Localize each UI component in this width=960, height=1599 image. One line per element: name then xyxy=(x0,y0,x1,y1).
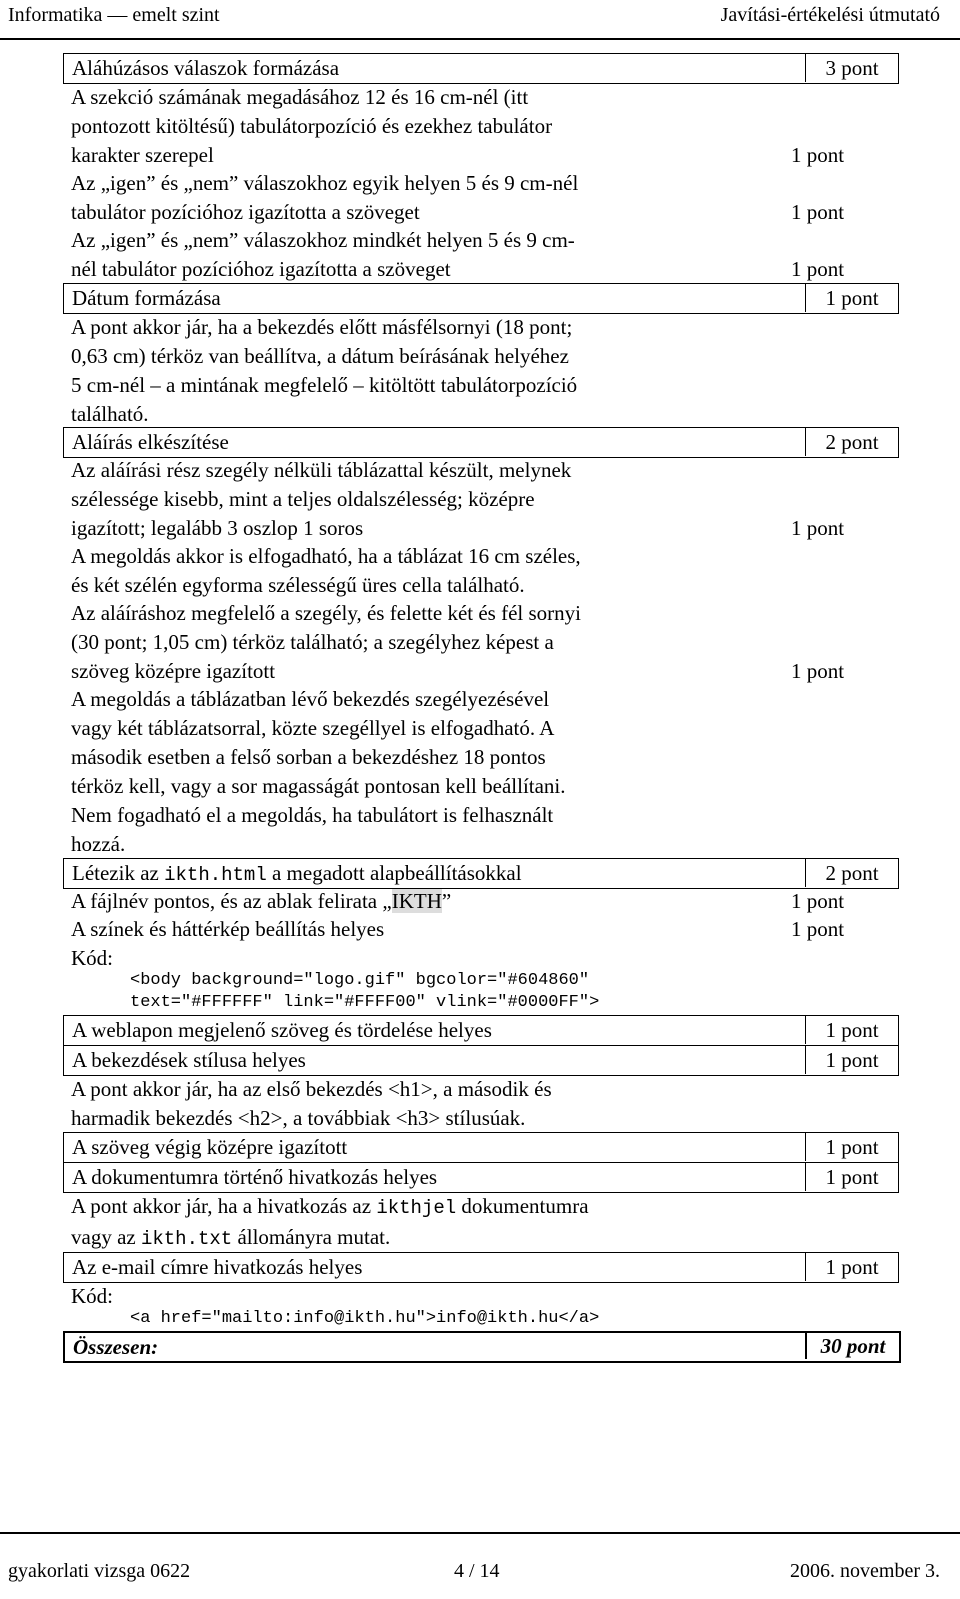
criterion-line: Az „igen” és „nem” válaszokhoz mindkét helyen 5 és 9 cm- xyxy=(71,228,575,252)
filename-code: ikth.html xyxy=(164,864,267,886)
note-line: második esetben a felső sorban a bekezdéshez 18 pontos xyxy=(71,745,546,769)
category-label: Aláírás elkészítése xyxy=(72,430,229,454)
filename-code: ikth.txt xyxy=(140,1228,233,1250)
criterion-row xyxy=(63,915,897,944)
page-number: 4 / 14 xyxy=(454,1560,500,1582)
category-label: A szöveg végig középre igazított xyxy=(72,1135,348,1159)
note-line: és két szélén egyforma szélességű üres cella található. xyxy=(71,573,525,597)
criterion-row xyxy=(63,169,897,227)
criterion-row xyxy=(63,226,897,284)
criterion-line: A színek és háttérkép beállítás helyes xyxy=(71,917,385,941)
category-row xyxy=(63,1045,899,1076)
category-row xyxy=(63,1015,899,1046)
note-line: térköz kell, vagy a sor magasságát pontosan kell beállítani. xyxy=(71,774,566,798)
category-points: 1 pont xyxy=(805,1015,898,1044)
highlighted-title: IKTH xyxy=(391,889,442,913)
code-line: text="#FFFFFF" link="#FFFF00" vlink="#0000FF"> xyxy=(130,993,600,1012)
note-line: található. xyxy=(71,402,149,426)
header-subject: Informatika — emelt szint xyxy=(8,4,220,26)
category-row xyxy=(63,1162,899,1193)
criterion-line: A szekció számának megadásához 12 és 16 cm-nél (itt xyxy=(71,85,529,109)
category-points: 2 pont xyxy=(805,427,898,456)
footer-exam: gyakorlati vizsga 0622 xyxy=(8,1560,191,1582)
criterion-line: A fájlnév pontos, és az ablak felirata „IKTH” xyxy=(71,889,452,913)
criterion-row xyxy=(63,456,897,543)
criterion-points: 1 pont xyxy=(791,257,845,281)
criterion-line: Az aláírási rész szegély nélküli táblázattal készült, melynek xyxy=(71,458,572,482)
page-header xyxy=(0,0,960,40)
code-line: <a href="mailto:info@ikth.hu">info@ikth.hu</a> xyxy=(130,1309,600,1328)
criterion-row xyxy=(63,83,897,170)
note-row xyxy=(63,313,897,429)
criterion-line: tabulátor pozícióhoz igazította a szöveget xyxy=(71,200,420,224)
note-row xyxy=(63,1192,897,1252)
category-label: A bekezdések stílusa helyes xyxy=(72,1048,306,1072)
criterion-line: Az aláíráshoz megfelelő a szegély, és felette két és fél sornyi xyxy=(71,601,581,625)
code-label: Kód: xyxy=(71,1284,113,1308)
category-label: Létezik az ikth.html a megadott alapbeállításokkal xyxy=(72,861,522,886)
category-row xyxy=(63,427,899,458)
header-title: Javítási-értékelési útmutató xyxy=(720,4,940,26)
note-line: vagy két táblázatsorral, közte szegéllyel is elfogadható. A xyxy=(71,716,555,740)
note-line: 5 cm-nél – a mintának megfelelő – kitöltött tabulátorpozíció xyxy=(71,373,578,397)
footer-date: 2006. november 3. xyxy=(790,1560,940,1582)
category-label: Dátum formázása xyxy=(72,286,221,310)
category-points: 1 pont xyxy=(805,1252,898,1281)
criterion-points: 1 pont xyxy=(791,200,845,224)
criterion-line: szélessége kisebb, mint a teljes oldalszélesség; középre xyxy=(71,487,535,511)
criterion-line: Az „igen” és „nem” válaszokhoz egyik helyen 5 és 9 cm-nél xyxy=(71,171,579,195)
category-label: Az e-mail címre hivatkozás helyes xyxy=(72,1255,363,1279)
note-line: 0,63 cm) térköz van beállítva, a dátum beírásának helyéhez xyxy=(71,344,569,368)
category-label: A dokumentumra történő hivatkozás helyes xyxy=(72,1165,438,1189)
criterion-row xyxy=(63,599,897,686)
criterion-points: 1 pont xyxy=(791,516,845,540)
criterion-line: pontozott kitöltésű) tabulátorpozíció és ezekhez tabulátor xyxy=(71,114,553,138)
category-row xyxy=(63,1132,899,1163)
note-line: A megoldás akkor is elfogadható, ha a táblázat 16 cm széles, xyxy=(71,544,581,568)
note-line: A pont akkor jár, ha a bekezdés előtt másfélsornyi (18 pont; xyxy=(71,315,573,339)
criterion-line: igazított; legalább 3 oszlop 1 soros xyxy=(71,516,364,540)
category-points: 1 pont xyxy=(805,1132,898,1161)
category-points: 3 pont xyxy=(805,53,898,82)
note-line: A megoldás a táblázatban lévő bekezdés szegélyezésével xyxy=(71,687,550,711)
criterion-points: 1 pont xyxy=(791,889,845,913)
category-points: 1 pont xyxy=(805,1045,898,1074)
category-points: 1 pont xyxy=(805,1162,898,1191)
category-label: A weblapon megjelenő szöveg és tördelése helyes xyxy=(72,1018,492,1042)
note-line: Nem fogadható el a megoldás, ha tabulátort is felhasznált xyxy=(71,803,554,827)
criterion-line: nél tabulátor pozícióhoz igazította a szöveget xyxy=(71,257,451,281)
total-points: 30 pont xyxy=(805,1331,899,1359)
category-row xyxy=(63,858,899,889)
note-line: hozzá. xyxy=(71,832,126,856)
criterion-points: 1 pont xyxy=(791,917,845,941)
criterion-row xyxy=(63,887,897,916)
note-line: A pont akkor jár, ha az első bekezdés <h1>, a második és xyxy=(71,1077,552,1101)
note-row xyxy=(63,542,897,600)
criterion-points: 1 pont xyxy=(791,659,845,683)
page-footer xyxy=(0,1532,960,1599)
code-label: Kód: xyxy=(71,946,113,970)
note-row xyxy=(63,1075,897,1133)
total-row xyxy=(63,1331,901,1363)
note-line: A pont akkor jár, ha a hivatkozás az ikthjel dokumentumra xyxy=(71,1194,589,1219)
note-row xyxy=(63,685,897,859)
code-line: <body background="logo.gif" bgcolor="#604860" xyxy=(130,971,590,990)
category-row xyxy=(63,283,899,314)
criterion-line: (30 pont; 1,05 cm) térköz található; a szegélyhez képest a xyxy=(71,630,554,654)
category-label: Aláhúzásos válaszok formázása xyxy=(72,56,340,80)
criterion-line: karakter szerepel xyxy=(71,143,214,167)
category-row xyxy=(63,1252,899,1283)
criterion-line: szöveg középre igazított xyxy=(71,659,276,683)
category-points: 1 pont xyxy=(805,283,898,312)
filename-code: ikthjel xyxy=(376,1197,457,1219)
note-line: vagy az ikth.txt állományra mutat. xyxy=(71,1225,391,1250)
criterion-points: 1 pont xyxy=(791,143,845,167)
total-label: Összesen: xyxy=(73,1335,159,1359)
category-points: 2 pont xyxy=(805,858,898,887)
category-row xyxy=(63,53,899,84)
note-line: harmadik bekezdés <h2>, a továbbiak <h3> stílusúak. xyxy=(71,1106,526,1130)
